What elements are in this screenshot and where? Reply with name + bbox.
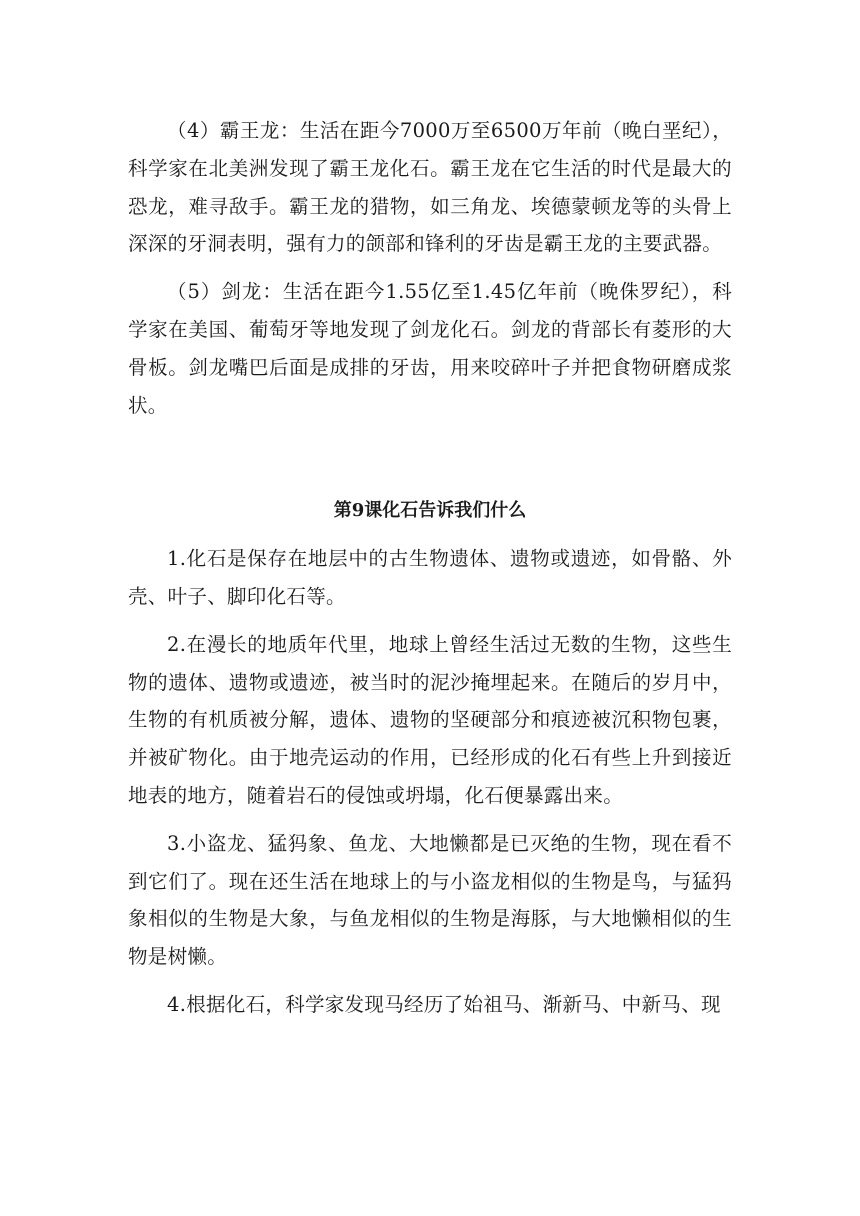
- paragraph-extinct-creatures: 3.小盗龙、猛犸象、鱼龙、大地懒都是已灭绝的生物，现在看不到它们了。现在还生活在地球上的与小盗龙相似的生物是鸟，与猛犸象相似的生物是大象，与鱼龙相似的生物是海豚，与大地懒相似的生物是树懒。: [128, 831, 732, 969]
- lesson-title: 第9课化石告诉我们什么: [333, 500, 527, 522]
- paragraph-horse-evolution: 4.根据化石，科学家发现马经历了始祖马、渐新马、中新马、现: [167, 992, 721, 1016]
- page-content: [128, 112, 732, 1034]
- paragraph-fossil-definition: 1.化石是保存在地层中的古生物遗体、遗物或遗迹，如骨骼、外壳、叶子、脚印化石等。: [128, 547, 732, 608]
- paragraph-stegosaurus: （5）剑龙：生活在距今1.55亿至1.45亿年前（晚侏罗纪），科学家在美国、葡萄牙等地发现了剑龙化石。剑龙的背部长有菱形的大骨板。剑龙嘴巴后面是成排的牙齿，用来咬碎叶子并把食物研磨成浆状。: [128, 280, 732, 417]
- paragraph-fossil-formation: 2.在漫长的地质年代里，地球上曾经生活过无数的生物，这些生物的遗体、遗物或遗迹，被当时的泥沙掩埋起来。在随后的岁月中，生物的有机质被分解，遗体、遗物的坚硬部分和痕迹被沉积物包裹，并被矿物化。由于地壳运动的作用，已经形成的化石有些上升到接近地表的地方，随着岩石的侵蚀或坍塌，化石便暴露出来。: [128, 632, 732, 807]
- paragraph-tyrannosaurus: （4）霸王龙：生活在距今7000万至6500万年前（晚白垩纪），科学家在北美洲发现了霸王龙化石。霸王龙在它生活的时代是最大的恐龙，难寻敌手。霸王龙的猎物，如三角龙、埃德蒙顿龙等的头骨上深深的牙洞表明，强有力的颌部和锋利的牙齿是霸王龙的主要武器。: [128, 119, 732, 256]
